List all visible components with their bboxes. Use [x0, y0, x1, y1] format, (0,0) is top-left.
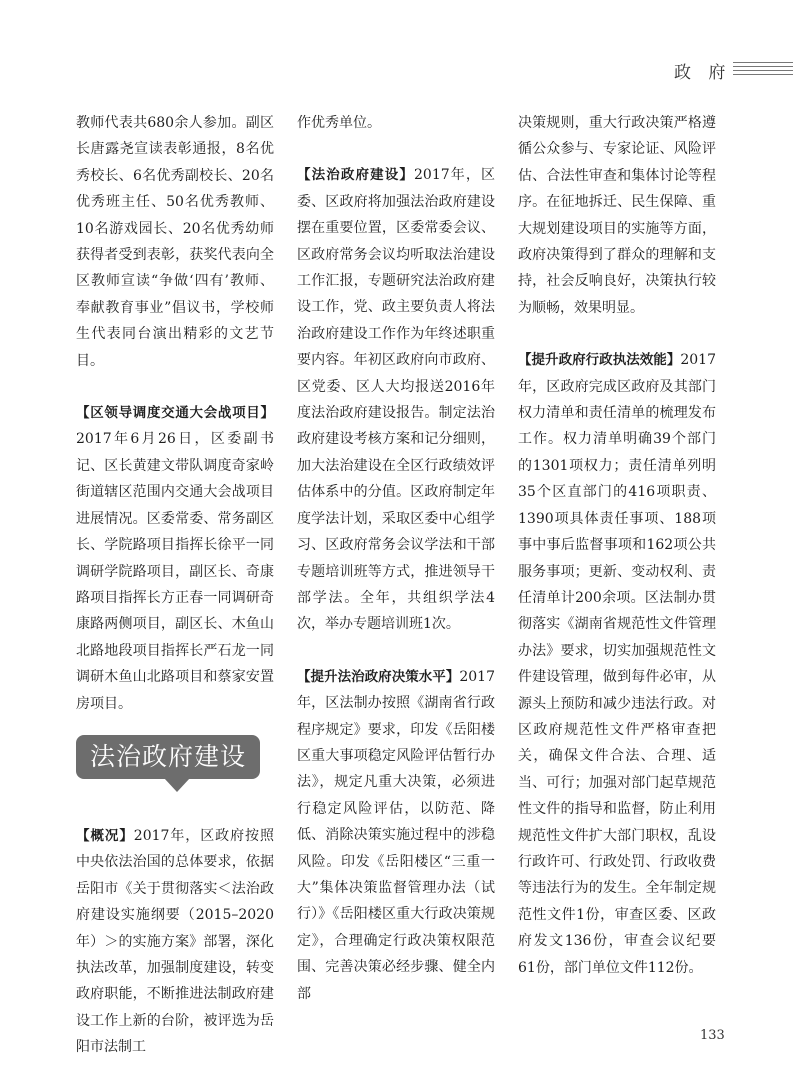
- column-2: [297, 110, 495, 1007]
- article-section: [297, 162, 495, 637]
- column-1: [76, 110, 274, 1061]
- section-body: 2017年，区委、区政府将加强法治政府建设摆在重要位置，区委常委会议、区政府常务会议均听取法治建设工作汇报，专题研究法治政府建设工作，党、政主要负责人将法治政府建设工作作为年终述职重要内容。年初区政府向市政府、区党委、区人大均报送2016年度法治政府建设报告。制定法治政府建设考核方案和记分细则，加大法治建设在全区行政绩效评估体系中的分值。区政府制定年度学法计划，采取区委中心组学习、区政府常务会议学法和干部专题培训班等方式，推进领导干部学法。全年，共组织学法4次，举办专题培训班1次。: [297, 167, 495, 633]
- column-3: [518, 110, 716, 981]
- article-section: [297, 664, 495, 1007]
- page-number: 133: [700, 1028, 725, 1043]
- section-body: 2017年，区政府完成区政府及其部门权力清单和责任清单的梳理发布工作。权力清单明确39个部门的1301项权力；责任清单列明35个区直部门的416项职责、1390项具体责任事项、188项事中事后监督事项和162项公共服务事项；更新、变动权利、责任清单计200余项。区法制办贯彻落实《湖南省规范性文件管理办法》要求，切实加强规范性文件建设管理，做到每件必审，从源头上预防和减少违法行政。对区政府规范性文件严格审查把关，确保文件合法、合理、适当、可行；加强对部门起草规范性文件的指导和监督，防止利用规范性文件扩大部门职权，乱设行政许可、行政处罚、行政收费等违法行为的发生。全年制定规范性文件1份，审查区委、区政府发文136份，审查会议纪要61份，部门单位文件112份。: [518, 352, 716, 976]
- paragraph: 决策规则，重大行政决策严格遵循公众参与、专家论证、风险评估、合法性审查和集体讨论等程序。在征地拆迁、民生保障、重大规划建设项目的实施等方面，政府决策得到了群众的理解和支持，社会反响良好，决策执行较为顺畅，效果明显。: [518, 115, 716, 316]
- section-heading: 【区领导调度交通大会战项目】: [76, 405, 274, 422]
- section-heading: 【提升政府行政执法效能】: [518, 352, 681, 369]
- paragraph: 作优秀单位。: [297, 115, 381, 131]
- section-body: 2017年6月26日，区委副书记、区长黄建文带队调度奇家岭街道辖区范围内交通大会战项目进展情况。区委常委、常务副区长、学院路项目指挥长徐平一同调研学院路项目，副区长、奇康路项目指挥长方正春一同调研奇康路两侧项目，副区长、木鱼山北路地段项目指挥长严石龙一同调研木鱼山北路项目和蔡家安置房项目。: [76, 431, 274, 712]
- chapter-title-banner: 法治政府建设: [76, 735, 260, 779]
- section-body: 2017年，区法制办按照《湖南省行政程序规定》要求，印发《岳阳楼区重大事项稳定风险评估暂行办法》，规定凡重大决策，必须进行稳定风险评估，以防范、降低、消除决策实施过程中的涉稳风险。印发《岳阳楼区“三重一大”集体决策监督管理办法（试行）》《岳阳楼区重大行政决策规定》，合理确定行政决策权限范围、完善决策必经步骤、健全内部: [297, 668, 495, 1002]
- section-heading: 【概况】: [76, 827, 134, 844]
- article-section: [76, 400, 274, 717]
- section-heading: 【法治政府建设】: [297, 167, 414, 184]
- section-body: 2017年，区政府按照中央依法治国的总体要求，依据岳阳市《关于贯彻落实＜法治政府建设实施纲要（2015–2020年）＞的实施方案》部署，深化执法改革，加强制度建设，转变政府职能，不断推进法制政府建设工作上新的台阶，被评选为岳阳市法制工: [76, 827, 275, 1056]
- article-section: [518, 347, 716, 981]
- article-section: [76, 823, 274, 1061]
- running-header: 政 府: [674, 63, 732, 83]
- section-heading: 【提升法治政府决策水平】: [297, 668, 460, 685]
- header-decoration: [733, 62, 793, 78]
- paragraph: 教师代表共680余人参加。副区长唐露尧宣读表彰通报，8名优秀校长、6名优秀副校长、20名优秀班主任、50名优秀教师、10名游戏园长、20名优秀幼师获得者受到表彰，获奖代表向全区教师宣读“争做‘四有’教师、奉献教育事业”倡议书，学校师生代表同台演出精彩的文艺节目。: [76, 115, 274, 369]
